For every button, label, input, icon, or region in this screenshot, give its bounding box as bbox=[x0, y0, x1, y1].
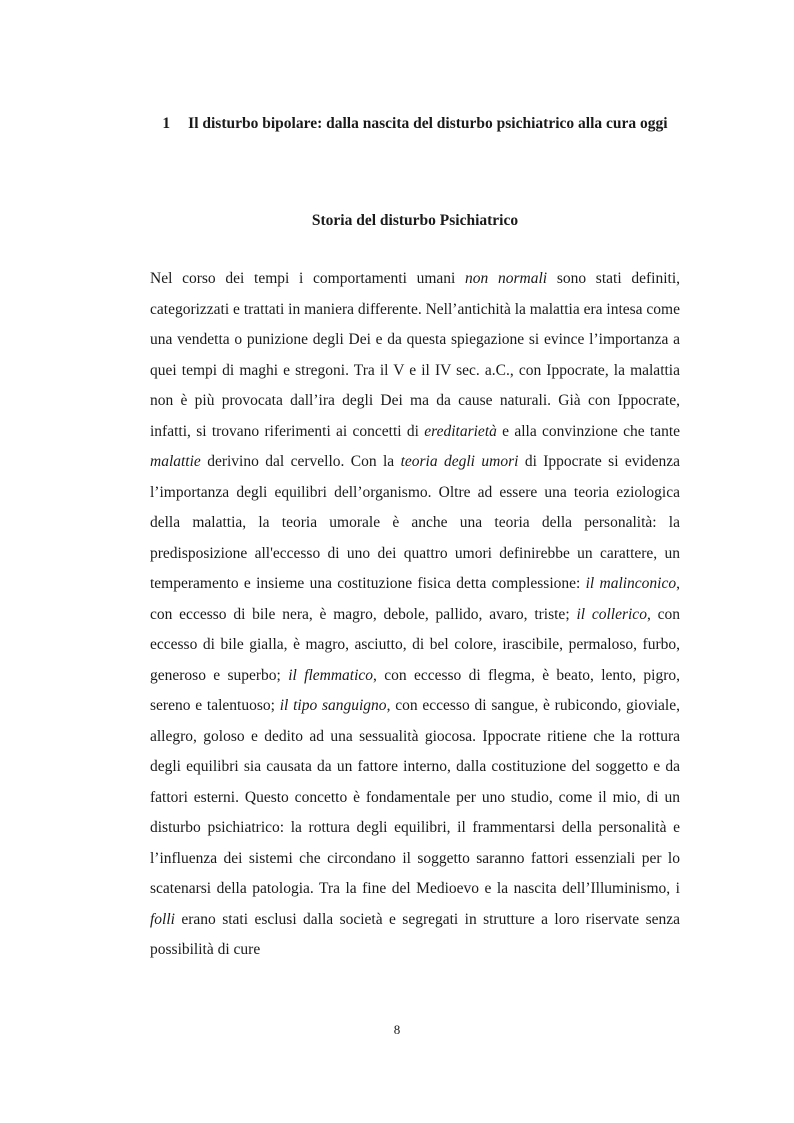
italic-term: ereditarietà bbox=[424, 422, 497, 440]
text-run: Nel corso dei tempi i comportamenti umani bbox=[150, 270, 466, 287]
text-run: sono stati definiti, categorizzati e trattati in maniera differente. Nell’antichità la malattia era intesa come una vendetta o punizione degli Dei e da questa spiegazione si evince l’importanza a quei tempi di maghi e stregoni. Tra il V e il IV sec. a.C., con Ippocrate, la malattia non è più provocata dall’ira degli Dei ma da cause naturali. Già con Ippocrate, infatti, si trovano riferimenti ai concetti di bbox=[150, 270, 680, 440]
italic-term: malattie bbox=[150, 453, 201, 470]
text-run: e alla convinzione che tante bbox=[496, 422, 681, 440]
chapter-heading bbox=[150, 113, 680, 135]
section-title: Storia del disturbo Psichiatrico bbox=[311, 212, 519, 229]
italic-term: il malinconico bbox=[585, 575, 677, 592]
text-run: di Ippocrate si evidenza l’importanza degli equilibri dell’organismo. Oltre ad essere una teoria eziologica della malattia, la teoria umorale è anche una teoria della personalità: la predisposizione all'eccesso di uno dei quattro umori definirebbe un carattere, un temperamento e insieme una costituzione fisica detta complessione: bbox=[150, 453, 680, 592]
text-run: derivino dal cervello. Con la bbox=[200, 453, 401, 470]
text-run: , con eccesso di bile gialla, è magro, asciutto, di bel colore, irascibile, permaloso, furbo, generoso e superbo; bbox=[150, 605, 681, 684]
page-number: 8 bbox=[393, 1022, 401, 1037]
italic-term: il tipo sanguigno bbox=[279, 697, 387, 714]
italic-term: il collerico bbox=[576, 605, 647, 623]
text-run: , con eccesso di flegma, è beato, lento, pigro, sereno e talentuoso; bbox=[150, 666, 680, 714]
body-paragraph bbox=[150, 264, 680, 966]
text-run: erano stati esclusi dalla società e segregati in strutture a loro riservate senza possibilità di cure bbox=[150, 910, 680, 958]
text-run: , con eccesso di bile nera, è magro, debole, pallido, avaro, triste; bbox=[150, 575, 680, 623]
italic-term: non normali bbox=[465, 270, 548, 287]
text-run: , con eccesso di sangue, è rubicondo, gioviale, allegro, goloso e dedito ad una sessualità giocosa. Ippocrate ritiene che la rottura degli equilibri sia causata da un fattore interno, dalla costituzione del soggetto e da fattori esterni. Questo concetto è fondamentale per uno studio, come il mio, di un disturbo psichiatrico: la rottura degli equilibri, il frammentarsi della personalità e l’influenza dei sistemi che circondano il soggetto saranno fattori essenziali per lo scatenarsi della patologia. Tra la fine del Medioevo e la nascita dell’Illuminismo, i bbox=[150, 697, 680, 897]
italic-term: folli bbox=[150, 910, 175, 928]
italic-term: teoria degli umori bbox=[400, 453, 519, 470]
chapter-title: Il disturbo bipolare: dalla nascita del disturbo psichiatrico alla cura oggi bbox=[188, 115, 668, 132]
italic-term: il flemmatico bbox=[288, 666, 374, 684]
chapter-number: 1 bbox=[162, 115, 171, 132]
